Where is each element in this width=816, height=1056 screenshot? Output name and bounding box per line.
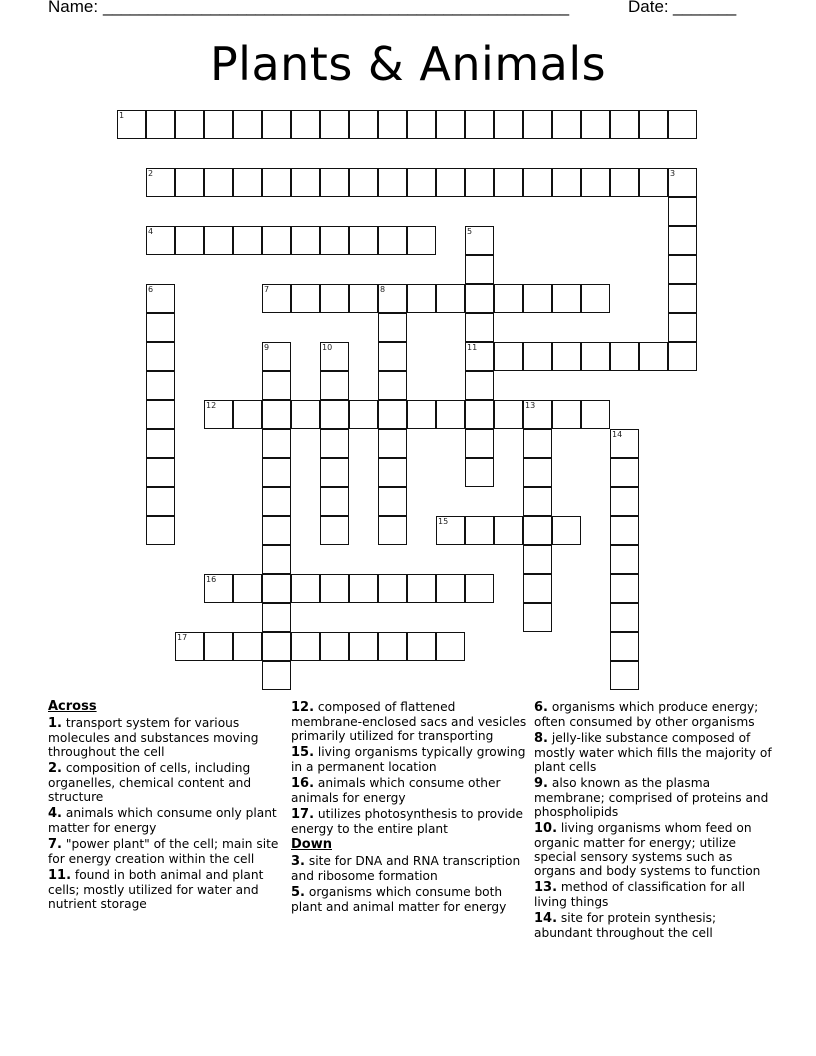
grid-cell[interactable] bbox=[320, 371, 349, 400]
grid-cell[interactable] bbox=[146, 284, 175, 313]
worksheet-header bbox=[48, 0, 748, 21]
name-label: Name: bbox=[48, 0, 99, 16]
grid-cell[interactable] bbox=[668, 226, 697, 255]
grid-cell[interactable] bbox=[581, 110, 610, 139]
grid-cell[interactable] bbox=[146, 342, 175, 371]
grid-cell[interactable] bbox=[407, 284, 436, 313]
clue-number: 8 bbox=[380, 285, 386, 294]
clue-number: 14 bbox=[612, 430, 623, 439]
grid-cell[interactable] bbox=[146, 226, 175, 255]
grid-cell[interactable] bbox=[378, 632, 407, 661]
grid-cell[interactable] bbox=[349, 574, 378, 603]
date-label: Date: bbox=[628, 0, 669, 16]
grid-cell[interactable] bbox=[262, 516, 291, 545]
grid-cell[interactable] bbox=[610, 516, 639, 545]
clues-column-2 bbox=[291, 700, 527, 916]
grid-cell[interactable] bbox=[552, 516, 581, 545]
grid-cell[interactable] bbox=[465, 226, 494, 255]
grid-cell[interactable] bbox=[291, 284, 320, 313]
grid-cell[interactable] bbox=[523, 342, 552, 371]
grid-cell[interactable] bbox=[465, 516, 494, 545]
grid-cell[interactable] bbox=[465, 371, 494, 400]
grid-cell[interactable] bbox=[407, 168, 436, 197]
clue-across-11: 11. found in both animal and plant cells; mostly utilized for water and nutrient storage bbox=[48, 868, 264, 911]
clue-across-2: 2. composition of cells, including organelles, chemical content and structure bbox=[48, 761, 252, 804]
grid-cell[interactable] bbox=[378, 226, 407, 255]
grid-cell[interactable] bbox=[378, 110, 407, 139]
grid-cell[interactable] bbox=[639, 168, 668, 197]
clue-down-3: 3. site for DNA and RNA transcription and ribosome formation bbox=[291, 854, 521, 883]
grid-cell[interactable] bbox=[378, 342, 407, 371]
grid-cell[interactable] bbox=[639, 342, 668, 371]
clue-across-12: 12. composed of flattened membrane-enclosed sacs and vesicles primarily utilized for transporting bbox=[291, 700, 527, 743]
grid-cell[interactable] bbox=[146, 371, 175, 400]
grid-cell[interactable] bbox=[610, 458, 639, 487]
clue-across-17: 17. utilizes photosynthesis to provide energy to the entire plant bbox=[291, 807, 523, 836]
grid-cell[interactable] bbox=[320, 342, 349, 371]
grid-cell[interactable] bbox=[175, 110, 204, 139]
clue-across-15: 15. living organisms typically growing in a permanent location bbox=[291, 745, 526, 774]
grid-cell[interactable] bbox=[465, 458, 494, 487]
clue-number: 7 bbox=[264, 285, 270, 294]
grid-cell[interactable] bbox=[378, 400, 407, 429]
grid-cell[interactable] bbox=[610, 110, 639, 139]
grid-cell[interactable] bbox=[610, 603, 639, 632]
clue-number: 11 bbox=[467, 343, 478, 352]
grid-cell[interactable] bbox=[552, 168, 581, 197]
clue-across-1: 1. transport system for various molecules and substances moving throughout the cell bbox=[48, 716, 259, 759]
grid-cell[interactable] bbox=[610, 487, 639, 516]
grid-cell[interactable] bbox=[291, 574, 320, 603]
grid-cell[interactable] bbox=[204, 110, 233, 139]
grid-cell[interactable] bbox=[668, 110, 697, 139]
grid-cell[interactable] bbox=[349, 110, 378, 139]
clue-number: 10 bbox=[322, 343, 333, 352]
grid-cell[interactable] bbox=[668, 168, 697, 197]
down-heading: Down bbox=[291, 837, 332, 852]
clues-column-1 bbox=[48, 700, 284, 913]
grid-cell[interactable] bbox=[320, 400, 349, 429]
grid-cell[interactable] bbox=[407, 110, 436, 139]
grid-cell[interactable] bbox=[552, 400, 581, 429]
grid-cell[interactable] bbox=[146, 516, 175, 545]
grid-cell[interactable] bbox=[320, 110, 349, 139]
grid-cell[interactable] bbox=[436, 632, 465, 661]
grid-cell[interactable] bbox=[378, 313, 407, 342]
grid-cell[interactable] bbox=[233, 632, 262, 661]
grid-cell[interactable] bbox=[523, 284, 552, 313]
clue-down-10: 10. living organisms whom feed on organic matter for energy; utilize special sensory systems such as organs and body systems to function bbox=[534, 821, 761, 878]
name-field[interactable]: ____________________________________________________ bbox=[103, 0, 569, 16]
grid-cell[interactable] bbox=[465, 429, 494, 458]
grid-cell[interactable] bbox=[146, 429, 175, 458]
grid-cell[interactable] bbox=[204, 168, 233, 197]
grid-cell[interactable] bbox=[262, 226, 291, 255]
grid-cell[interactable] bbox=[465, 168, 494, 197]
grid-cell[interactable] bbox=[436, 168, 465, 197]
grid-cell[interactable] bbox=[494, 168, 523, 197]
grid-cell[interactable] bbox=[523, 545, 552, 574]
clue-down-8: 8. jelly-like substance composed of mostly water which fills the majority of plant cells bbox=[534, 731, 772, 774]
grid-cell[interactable] bbox=[465, 110, 494, 139]
grid-cell[interactable] bbox=[465, 313, 494, 342]
grid-cell[interactable] bbox=[233, 400, 262, 429]
clue-across-7: 7. "power plant" of the cell; main site for energy creation within the cell bbox=[48, 837, 279, 866]
grid-cell[interactable] bbox=[204, 574, 233, 603]
grid-cell[interactable] bbox=[320, 632, 349, 661]
grid-cell[interactable] bbox=[349, 226, 378, 255]
clue-across-4: 4. animals which consume only plant matter for energy bbox=[48, 806, 277, 835]
grid-cell[interactable] bbox=[291, 226, 320, 255]
grid-cell[interactable] bbox=[465, 574, 494, 603]
clue-number: 9 bbox=[264, 343, 270, 352]
clue-number: 6 bbox=[148, 285, 154, 294]
grid-cell[interactable] bbox=[523, 487, 552, 516]
grid-cell[interactable] bbox=[581, 168, 610, 197]
grid-cell[interactable] bbox=[262, 429, 291, 458]
grid-cell[interactable] bbox=[320, 226, 349, 255]
grid-cell[interactable] bbox=[436, 574, 465, 603]
grid-cell[interactable] bbox=[262, 284, 291, 313]
grid-cell[interactable] bbox=[146, 400, 175, 429]
grid-cell[interactable] bbox=[262, 545, 291, 574]
grid-cell[interactable] bbox=[204, 400, 233, 429]
grid-cell[interactable] bbox=[320, 516, 349, 545]
grid-cell[interactable] bbox=[349, 400, 378, 429]
grid-cell[interactable] bbox=[349, 632, 378, 661]
clue-across-16: 16. animals which consume other animals for energy bbox=[291, 776, 501, 805]
grid-cell[interactable] bbox=[610, 168, 639, 197]
grid-cell[interactable] bbox=[175, 226, 204, 255]
grid-cell[interactable] bbox=[320, 458, 349, 487]
grid-cell[interactable] bbox=[262, 110, 291, 139]
grid-cell[interactable] bbox=[262, 661, 291, 690]
grid-cell[interactable] bbox=[407, 632, 436, 661]
grid-cell[interactable] bbox=[262, 487, 291, 516]
grid-cell[interactable] bbox=[523, 400, 552, 429]
grid-cell[interactable] bbox=[146, 313, 175, 342]
clue-number: 4 bbox=[148, 227, 154, 236]
grid-cell[interactable] bbox=[581, 400, 610, 429]
grid-cell[interactable] bbox=[349, 284, 378, 313]
grid-cell[interactable] bbox=[465, 255, 494, 284]
grid-cell[interactable] bbox=[175, 168, 204, 197]
grid-cell[interactable] bbox=[494, 284, 523, 313]
grid-cell[interactable] bbox=[668, 255, 697, 284]
clue-number: 17 bbox=[177, 633, 188, 642]
grid-cell[interactable] bbox=[494, 342, 523, 371]
clue-down-14: 14. site for protein synthesis; abundant throughout the cell bbox=[534, 911, 717, 940]
grid-cell[interactable] bbox=[465, 400, 494, 429]
grid-cell[interactable] bbox=[204, 632, 233, 661]
grid-cell[interactable] bbox=[436, 400, 465, 429]
date-field[interactable]: _______ bbox=[673, 0, 736, 16]
grid-cell[interactable] bbox=[262, 168, 291, 197]
clue-number: 15 bbox=[438, 517, 449, 526]
grid-cell[interactable] bbox=[668, 313, 697, 342]
grid-cell[interactable] bbox=[552, 110, 581, 139]
grid-cell[interactable] bbox=[523, 429, 552, 458]
grid-cell[interactable] bbox=[233, 226, 262, 255]
grid-cell[interactable] bbox=[610, 632, 639, 661]
clue-number: 5 bbox=[467, 227, 473, 236]
grid-cell[interactable] bbox=[320, 574, 349, 603]
grid-cell[interactable] bbox=[523, 458, 552, 487]
grid-cell[interactable] bbox=[523, 516, 552, 545]
grid-cell[interactable] bbox=[378, 168, 407, 197]
grid-cell[interactable] bbox=[436, 284, 465, 313]
grid-cell[interactable] bbox=[233, 574, 262, 603]
clue-down-6: 6. organisms which produce energy; often consumed by other organisms bbox=[534, 700, 759, 729]
grid-cell[interactable] bbox=[436, 516, 465, 545]
grid-cell[interactable] bbox=[668, 284, 697, 313]
grid-cell[interactable] bbox=[610, 342, 639, 371]
grid-cell[interactable] bbox=[175, 632, 204, 661]
grid-cell[interactable] bbox=[581, 284, 610, 313]
grid-cell[interactable] bbox=[320, 429, 349, 458]
page-title: Plants & Animals bbox=[209, 37, 607, 91]
grid-cell[interactable] bbox=[610, 429, 639, 458]
grid-cell[interactable] bbox=[378, 574, 407, 603]
grid-cell[interactable] bbox=[320, 168, 349, 197]
grid-cell[interactable] bbox=[291, 400, 320, 429]
grid-cell[interactable] bbox=[117, 110, 146, 139]
grid-cell[interactable] bbox=[465, 284, 494, 313]
grid-cell[interactable] bbox=[320, 284, 349, 313]
clue-down-9: 9. also known as the plasma membrane; comprised of proteins and phospholipids bbox=[534, 776, 769, 819]
clue-down-5: 5. organisms which consume both plant and animal matter for energy bbox=[291, 885, 507, 914]
grid-cell[interactable] bbox=[610, 661, 639, 690]
clue-number: 1 bbox=[119, 111, 125, 120]
grid-cell[interactable] bbox=[523, 603, 552, 632]
grid-cell[interactable] bbox=[378, 516, 407, 545]
grid-cell[interactable] bbox=[378, 458, 407, 487]
grid-cell[interactable] bbox=[262, 400, 291, 429]
grid-cell[interactable] bbox=[668, 197, 697, 226]
grid-cell[interactable] bbox=[552, 342, 581, 371]
clue-number: 2 bbox=[148, 169, 154, 178]
clue-number: 16 bbox=[206, 575, 217, 584]
grid-cell[interactable] bbox=[291, 110, 320, 139]
clue-number: 12 bbox=[206, 401, 217, 410]
grid-cell[interactable] bbox=[262, 632, 291, 661]
grid-cell[interactable] bbox=[291, 168, 320, 197]
crossword-grid bbox=[117, 110, 717, 710]
grid-cell[interactable] bbox=[523, 574, 552, 603]
grid-cell[interactable] bbox=[233, 168, 262, 197]
grid-cell[interactable] bbox=[436, 110, 465, 139]
grid-cell[interactable] bbox=[407, 226, 436, 255]
grid-cell[interactable] bbox=[668, 342, 697, 371]
clues-column-3 bbox=[534, 700, 774, 942]
grid-cell[interactable] bbox=[378, 371, 407, 400]
grid-cell[interactable] bbox=[552, 284, 581, 313]
grid-cell[interactable] bbox=[407, 400, 436, 429]
grid-cell[interactable] bbox=[639, 110, 668, 139]
grid-cell[interactable] bbox=[262, 458, 291, 487]
grid-cell[interactable] bbox=[349, 168, 378, 197]
grid-cell[interactable] bbox=[320, 487, 349, 516]
grid-cell[interactable] bbox=[494, 516, 523, 545]
clue-number: 13 bbox=[525, 401, 536, 410]
grid-cell[interactable] bbox=[262, 342, 291, 371]
grid-cell[interactable] bbox=[465, 342, 494, 371]
grid-cell[interactable] bbox=[262, 371, 291, 400]
grid-cell[interactable] bbox=[262, 574, 291, 603]
grid-cell[interactable] bbox=[378, 487, 407, 516]
grid-cell[interactable] bbox=[581, 342, 610, 371]
grid-cell[interactable] bbox=[407, 574, 436, 603]
grid-cell[interactable] bbox=[494, 400, 523, 429]
grid-cell[interactable] bbox=[378, 284, 407, 313]
clue-number: 3 bbox=[670, 169, 676, 178]
grid-cell[interactable] bbox=[146, 458, 175, 487]
grid-cell[interactable] bbox=[610, 545, 639, 574]
grid-cell[interactable] bbox=[262, 603, 291, 632]
grid-cell[interactable] bbox=[494, 110, 523, 139]
grid-cell[interactable] bbox=[146, 110, 175, 139]
grid-cell[interactable] bbox=[204, 226, 233, 255]
grid-cell[interactable] bbox=[291, 632, 320, 661]
grid-cell[interactable] bbox=[610, 574, 639, 603]
grid-cell[interactable] bbox=[146, 487, 175, 516]
grid-cell[interactable] bbox=[523, 168, 552, 197]
grid-cell[interactable] bbox=[233, 110, 262, 139]
clue-down-13: 13. method of classification for all living things bbox=[534, 880, 746, 909]
grid-cell[interactable] bbox=[523, 110, 552, 139]
grid-cell[interactable] bbox=[378, 429, 407, 458]
grid-cell[interactable] bbox=[146, 168, 175, 197]
across-heading: Across bbox=[48, 699, 97, 714]
